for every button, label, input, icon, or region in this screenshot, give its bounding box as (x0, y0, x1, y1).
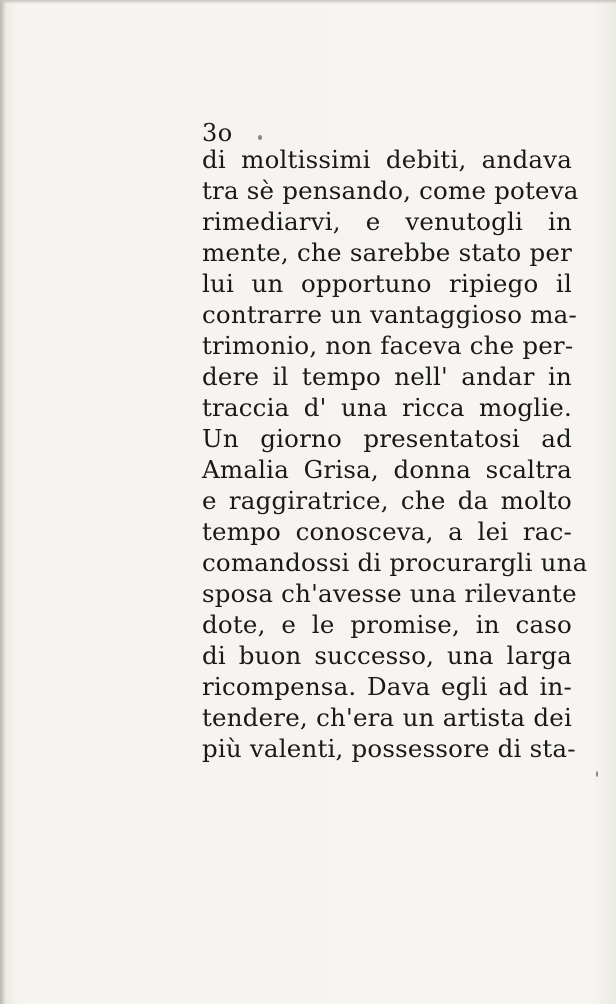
text-line: tempo conosceva, a lei rac- (202, 517, 572, 546)
text-line: tendere, ch'era un artista dei (202, 703, 572, 732)
text-line: dote, e le promise, in caso (202, 610, 572, 639)
text-line: Un giorno presentatosi ad (202, 424, 572, 453)
text-line: più valenti, possessore di sta- (202, 734, 576, 763)
text-line: lui un opportuno ripiego il (202, 269, 572, 298)
text-line: comandossi di procurargli una (202, 548, 588, 577)
page-top-edge-shadow (0, 0, 616, 4)
paper-speck (596, 771, 598, 777)
text-line: sposa ch'avesse una rilevante (202, 579, 577, 608)
text-line: ricompensa. Dava egli ad in- (202, 672, 572, 701)
text-line: tra sè pensando, come poteva (202, 176, 579, 205)
body-text (202, 144, 588, 764)
text-line: dere il tempo nell' andar in (202, 362, 572, 391)
text-line: mente, che sarebbe stato per (202, 238, 572, 267)
text-line: Amalia Grisa, donna scaltra (202, 455, 572, 484)
text-line: di buon successo, una larga (202, 641, 572, 670)
page-number: 3o (202, 119, 233, 147)
paper-speck (258, 135, 262, 140)
text-line: trimonio, non faceva che per- (202, 331, 574, 360)
page-left-edge-shadow (0, 0, 6, 1004)
text-line: di moltissimi debiti, andava (202, 145, 572, 174)
text-line: contrarre un vantaggioso ma- (202, 300, 577, 329)
text-line: traccia d' una ricca moglie. (202, 393, 572, 422)
text-line: rimediarvi, e venutogli in (202, 207, 572, 236)
text-line: e raggiratrice, che da molto (202, 486, 572, 515)
